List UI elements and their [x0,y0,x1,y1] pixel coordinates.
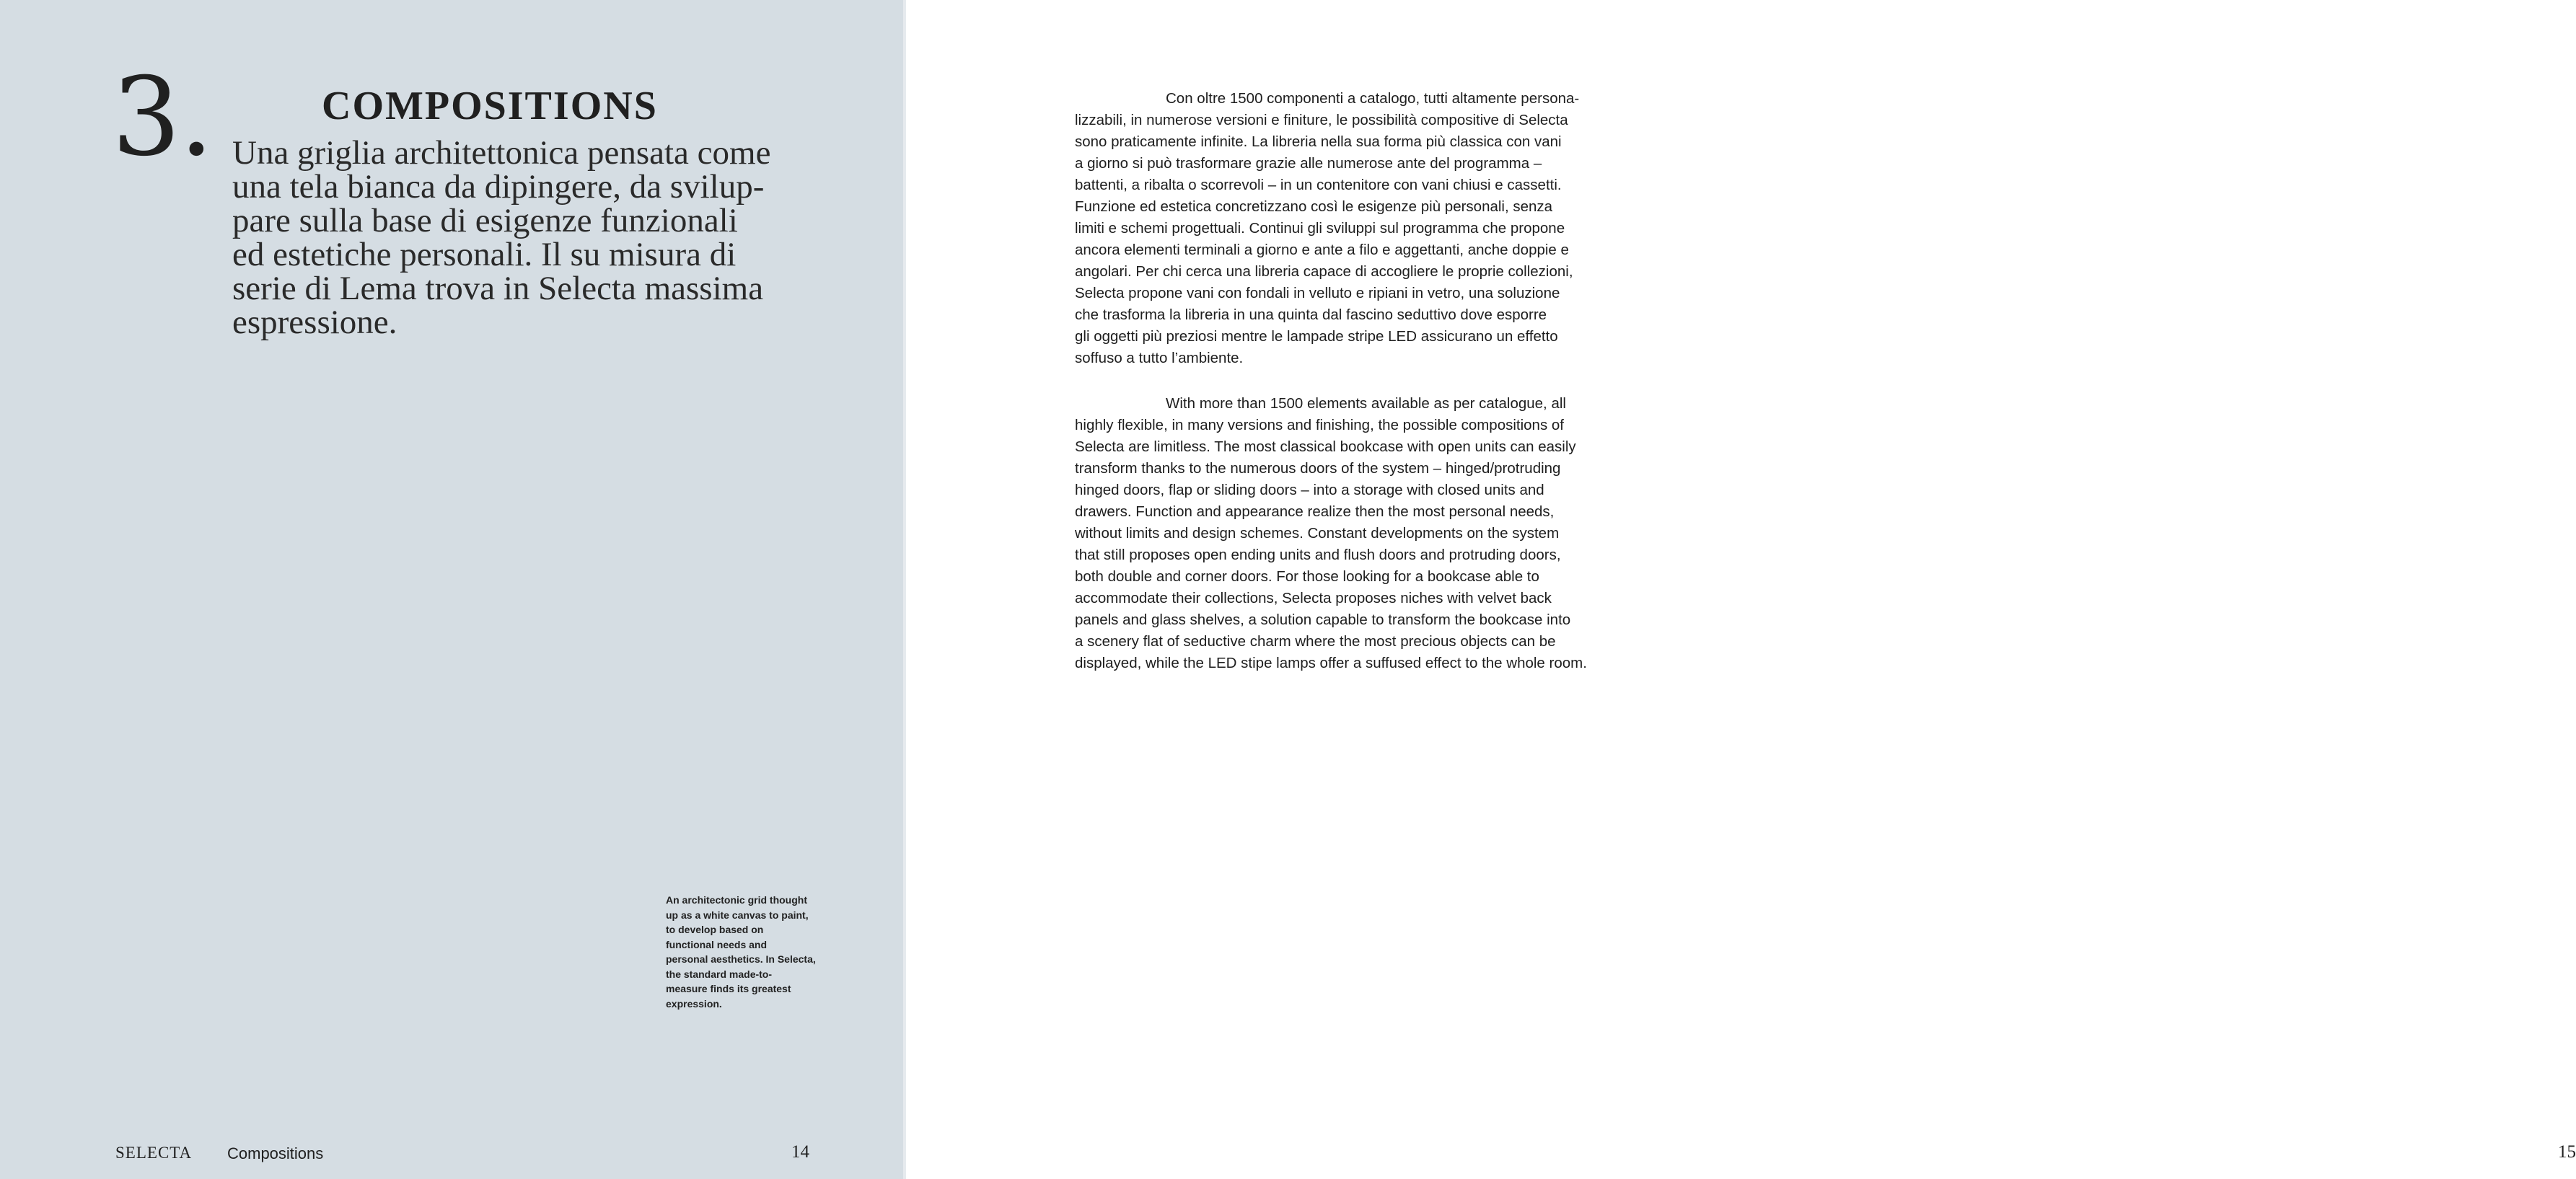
right-page [906,0,2576,1179]
caption-line: functional needs and [666,938,768,950]
body-line: soffuso a tutto l’ambiente. [1075,350,1244,366]
body-line: transform thanks to the numerous doors of the system – hinged/protruding [1075,460,1561,477]
body-line: sono praticamente infinite. La libreria nella sua forma più classica con vani [1075,133,1562,150]
lead-line: pare sulla base di esigenze funzionali [232,202,738,239]
caption-line: to develop based on [666,924,764,935]
page-number-left: 14 [791,1142,809,1162]
caption-line: An architectonic grid thought [666,894,807,906]
page-number-right: 15 [2558,1142,2576,1162]
caption-line: expression. [666,997,722,1010]
lead-line: serie di Lema trova in Selecta massima [232,270,764,307]
caption-line: up as a white canvas to paint, [666,909,809,921]
body-line: ancora elementi terminali a giorno e ante a filo e aggettanti, anche doppie e [1075,242,1569,258]
chapter-number: 3. [112,55,213,180]
body-line: lizzabili, in numerose versioni e finiture, le possibilità compositive di Selecta [1075,112,1568,128]
lead-line: ed estetiche personali. Il su misura di [232,236,737,273]
caption-line: the standard made-to- [666,968,773,980]
body-line: Selecta propone vani con fondali in velluto e ripiani in vetro, una soluzione [1075,285,1560,301]
body-line: Funzione ed estetica concretizzano così le esigenze più personali, senza [1075,198,1553,215]
caption-line: measure finds its greatest [666,983,791,994]
lead-line: espressione. [232,304,397,341]
body-line: a giorno si può trasformare grazie alle numerose ante del programma – [1075,155,1542,172]
body-line: that still proposes open ending units and flush doors and protruding doors, [1075,547,1561,563]
body-line: angolari. Per chi cerca una libreria capace di accogliere le proprie collezioni, [1075,263,1573,280]
body-line: panels and glass shelves, a solution capable to transform the bookcase into [1075,611,1571,628]
body-line: a scenery flat of seductive charm where the most precious objects can be [1075,633,1556,650]
footer-section: Compositions [227,1144,324,1162]
body-line: gli oggetti più preziosi mentre le lampade stripe LED assicurano un effetto [1075,328,1558,345]
body-line: With more than 1500 elements available as per catalogue, all [1166,395,1566,412]
lead-line: Una griglia architettonica pensata come [232,134,771,172]
body-line: accommodate their collections, Selecta proposes niches with velvet back [1075,590,1552,606]
body-line: Selecta are limitless. The most classical bookcase with open units can easily [1075,438,1576,455]
footer-brand: SELECTA [115,1144,193,1162]
left-page [0,0,906,1179]
body-line: Con oltre 1500 componenti a catalogo, tutti altamente persona- [1166,90,1580,107]
lead-line: una tela bianca da dipingere, da svilup- [232,168,765,206]
body-line: drawers. Function and appearance realize then the most personal needs, [1075,503,1555,520]
caption-line: personal aesthetics. In Selecta, [666,953,816,965]
body-line: che trasforma la libreria in una quinta dal fascino seduttivo dove esporre [1075,306,1547,323]
chapter-title: COMPOSITIONS [322,84,658,128]
body-line: highly flexible, in many versions and finishing, the possible compositions of [1075,417,1565,433]
body-line: hinged doors, flap or sliding doors – into a storage with closed units and [1075,482,1544,498]
body-line: without limits and design schemes. Constant developments on the system [1075,525,1560,542]
body-line: both double and corner doors. For those looking for a bookcase able to [1075,568,1539,585]
body-line: battenti, a ribalta o scorrevoli – in un contenitore con vani chiusi e cassetti. [1075,177,1562,193]
body-line: limiti e schemi progettuali. Continui gli sviluppi sul programma che propone [1075,220,1565,237]
body-line: displayed, while the LED stipe lamps offer a suffused effect to the whole room. [1075,655,1587,671]
